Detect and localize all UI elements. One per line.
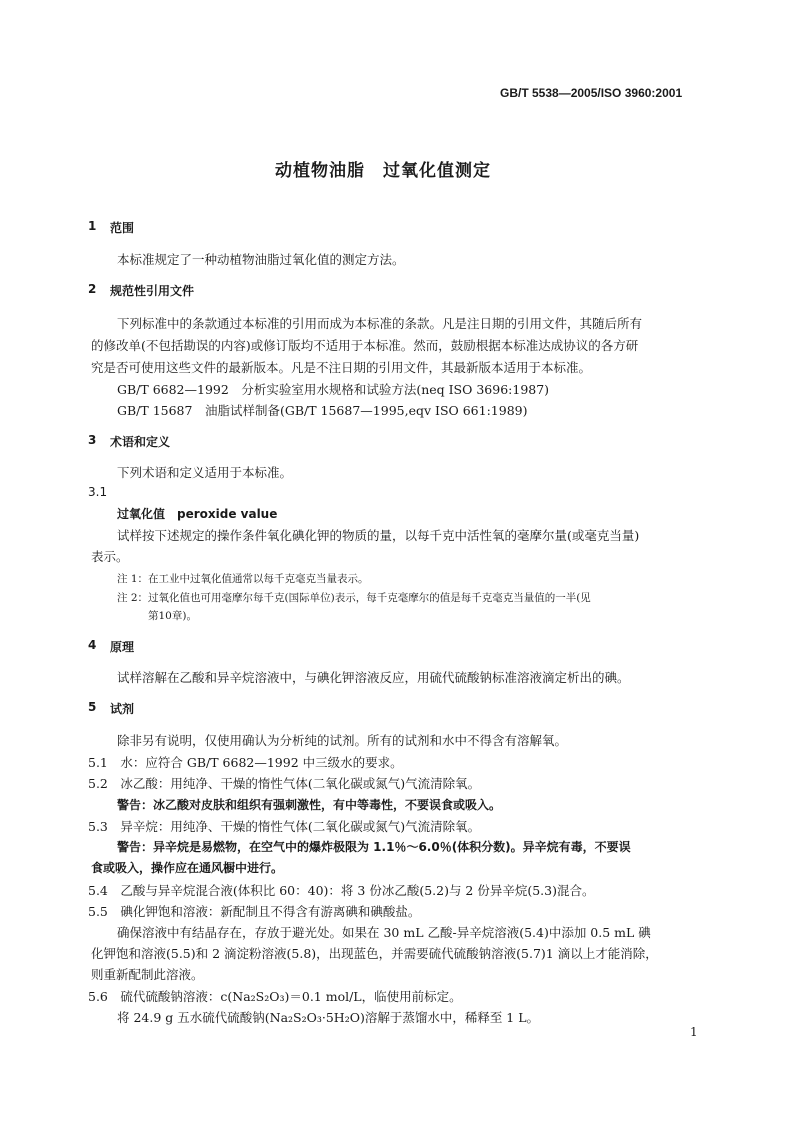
warning-text: 食或吸入，操作应在通风橱中进行。	[91, 861, 284, 875]
page-title: 动植物油脂 过氧化值测定	[275, 161, 491, 181]
reagent-item: 5.1 水：应符合 GB/T 6682—1992 中三级水的要求。	[88, 755, 403, 770]
section-4-text: 试样溶解在乙酸和异辛烷溶液中，与碘化钾溶液反应，用硫代硫酸钠标准溶液滴定析出的碘。	[117, 670, 630, 685]
reagent-item: 5.3 异辛烷：用纯净、干燥的惰性气体(二氧化碳或氮气)气流清除氧。	[88, 819, 481, 834]
reagent-item: 5.6 硫代硫酸钠溶液：c(Na₂S₂O₃)＝0.1 mol/L，临使用前标定。	[88, 989, 462, 1004]
normative-reference: GB/T 6682—1992 分析实验室用水规格和试验方法(neq ISO 3696:1987)	[117, 382, 550, 397]
section-3-title: 术语和定义	[110, 435, 171, 449]
section-3-number: 3	[88, 433, 97, 447]
warning-text: 警告：异辛烷是易燃物，在空气中的爆炸极限为 1.1％～6.0％(体积分数)。异辛烷有毒，不要误	[117, 840, 631, 854]
reagent-item: 5.2 冰乙酸：用纯净、干燥的惰性气体(二氧化碳或氮气)气流清除氧。	[88, 776, 481, 791]
section-2-title: 规范性引用文件	[110, 284, 195, 298]
note-2-line: 注 2：过氧化值也可用毫摩尔每千克(国际单位)表示，每千克毫摩尔的值是每千克毫克当量值的一半(见	[117, 592, 591, 604]
reagent-text-line: 则重新配制此溶液。	[91, 967, 204, 982]
section-2-text-line: 的修改单(不包括勘误的内容)或修订版均不适用于本标准。然而，鼓励根据本标准达成协议的各方研	[91, 338, 639, 353]
reagent-text-line: 将 24.9 g 五水硫代硫酸钠(Na₂S₂O₃·5H₂O)溶解于蒸馏水中，稀释至 1 L。	[117, 1010, 540, 1025]
definition-line: 表示。	[91, 549, 129, 564]
warning-text: 警告：冰乙酸对皮肤和组织有强刺激性，有中等毒性，不要误食或吸入。	[117, 798, 502, 812]
section-5-title: 试剂	[110, 702, 135, 716]
section-4-title: 原理	[110, 640, 135, 654]
section-4-number: 4	[88, 638, 97, 652]
definition-line: 试样按下述规定的操作条件氧化碘化钾的物质的量，以每千克中活性氧的毫摩尔量(或毫克当量)	[117, 528, 640, 543]
section-5-text: 除非另有说明，仅使用确认为分析纯的试剂。所有的试剂和水中不得含有溶解氧。	[117, 733, 568, 748]
note-2-line: 第10章)。	[148, 610, 197, 622]
standard-id: GB/T 5538—2005/ISO 3960:2001	[500, 86, 683, 100]
section-2-text-line: 下列标准中的条款通过本标准的引用而成为本标准的条款。凡是注日期的引用文件，其随后所有	[117, 316, 643, 331]
term-heading: 过氧化值 peroxide value	[117, 507, 278, 521]
section-1-text: 本标准规定了一种动植物油脂过氧化值的测定方法。	[117, 252, 405, 267]
subsection-number: 3.1	[88, 485, 108, 499]
section-5-number: 5	[88, 700, 97, 714]
section-2-number: 2	[88, 282, 97, 296]
reagent-text-line: 确保溶液中有结晶存在，存放于避光处。如果在 30 mL 乙酸-异辛烷溶液(5.4)中添加 0.5 mL 碘	[117, 925, 651, 940]
reagent-text-line: 化钾饱和溶液(5.5)和 2 滴淀粉溶液(5.8)，出现蓝色，并需要硫代硫酸钠溶液(5.7)1 滴以上才能消除，	[91, 946, 658, 961]
section-2-text-line: 究是否可使用这些文件的最新版本。凡是不注日期的引用文件，其最新版本适用于本标准。	[91, 360, 592, 375]
reagent-item: 5.4 乙酸与异辛烷混合液(体积比 60：40)：将 3 份冰乙酸(5.2)与 2 份异辛烷(5.3)混合。	[88, 883, 595, 898]
note-1: 注 1：在工业中过氧化值通常以每千克毫克当量表示。	[117, 573, 369, 585]
normative-reference: GB/T 15687 油脂试样制备(GB/T 15687—1995,eqv ISO 661:1989)	[117, 403, 528, 418]
page-number: 1	[690, 1025, 698, 1039]
section-1-title: 范围	[110, 221, 135, 235]
reagent-item: 5.5 碘化钾饱和溶液：新配制且不得含有游离碘和碘酸盐。	[88, 904, 421, 919]
section-1-number: 1	[88, 219, 97, 233]
section-3-text: 下列术语和定义适用于本标准。	[117, 465, 293, 480]
